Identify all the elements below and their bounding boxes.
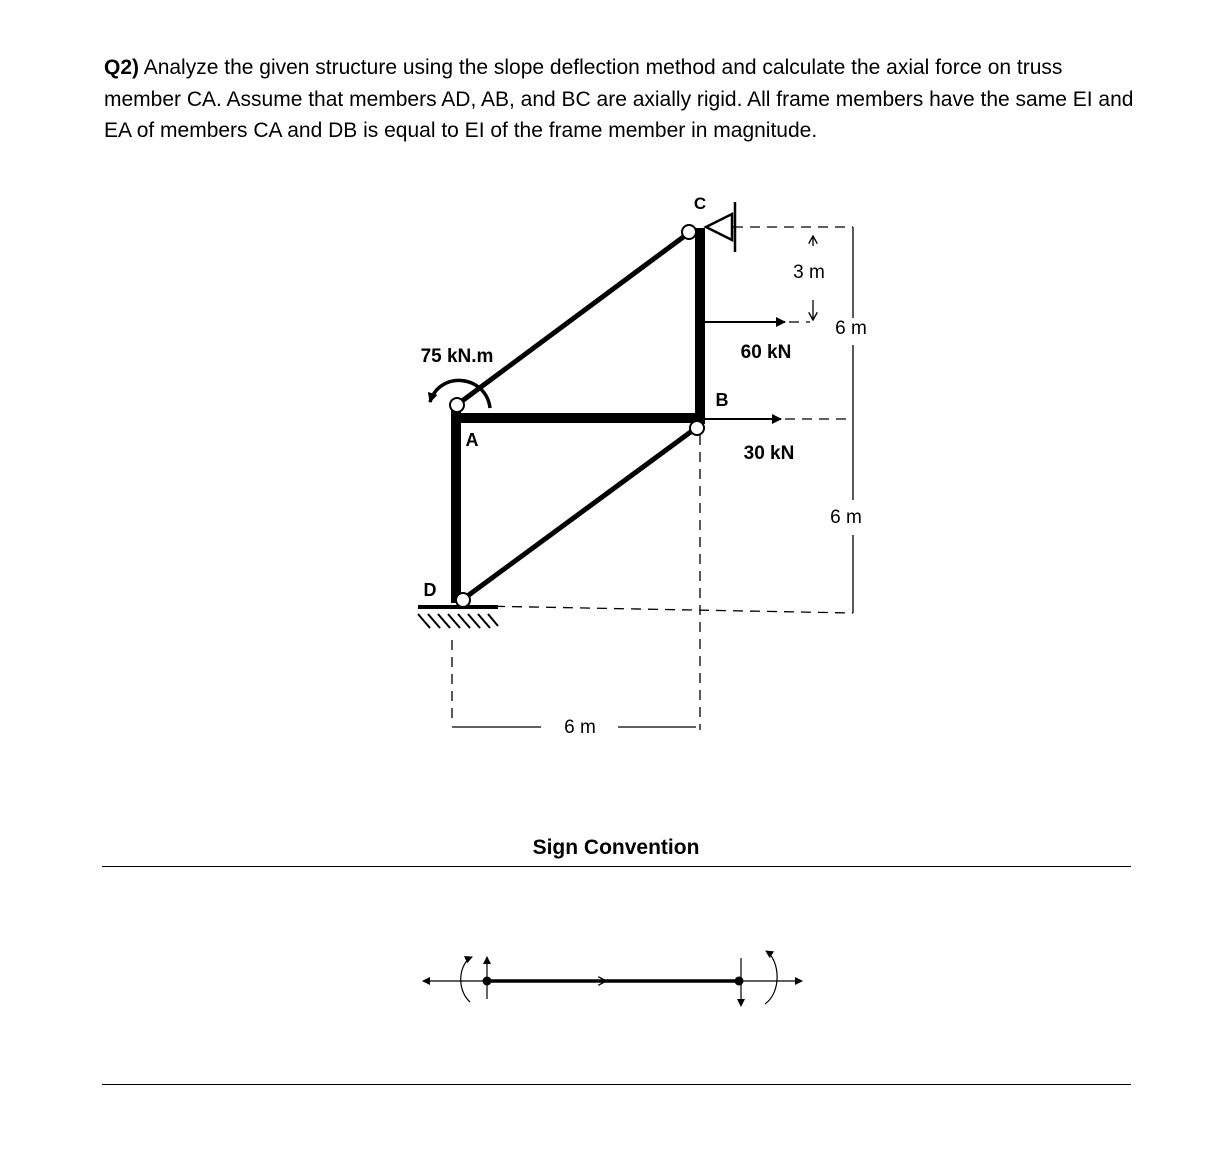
label-dim-6m-right: 6 m: [830, 507, 862, 528]
dimension-lines: [452, 227, 853, 730]
member-ca: [458, 232, 690, 404]
pin-c: [682, 225, 696, 239]
label-force-60kn: 60 kN: [740, 342, 792, 363]
fixed-support-icon: [418, 607, 498, 628]
label-node-a: A: [465, 430, 479, 450]
label-force-30kn: 30 kN: [743, 443, 795, 464]
left-moment-arc-icon: [461, 957, 472, 1002]
member-db: [462, 428, 696, 600]
question-body: Analyze the given structure using the slope deflection method and calculate the axial force on truss member CA. Assume that members AD, AB, and BC are axially rigid. All frame members have the same EI and EA of members CA and DB is equal to EI of the frame member in magnitude.: [104, 56, 1134, 142]
label-moment: 75 kN.m: [420, 346, 494, 367]
label-node-d: D: [423, 580, 437, 600]
right-moment-arc-icon: [765, 951, 777, 1004]
pin-a: [450, 398, 464, 412]
roller-support-icon: [706, 202, 735, 252]
label-dim-3m: 3 m: [793, 262, 825, 283]
label-dim-6m-bottom: 6 m: [564, 717, 596, 738]
pin-b: [690, 421, 704, 435]
label-node-c: C: [693, 194, 707, 213]
sign-convention-title: Sign Convention: [532, 836, 700, 859]
question-label: Q2): [104, 56, 140, 79]
sign-convention-diagram: [423, 951, 802, 1006]
label-dim-6m-upper: 6 m: [835, 318, 867, 339]
label-node-b: B: [715, 390, 729, 410]
divider-bottom: [102, 1084, 1131, 1085]
divider-top: [102, 866, 1131, 867]
pin-d: [456, 593, 470, 607]
